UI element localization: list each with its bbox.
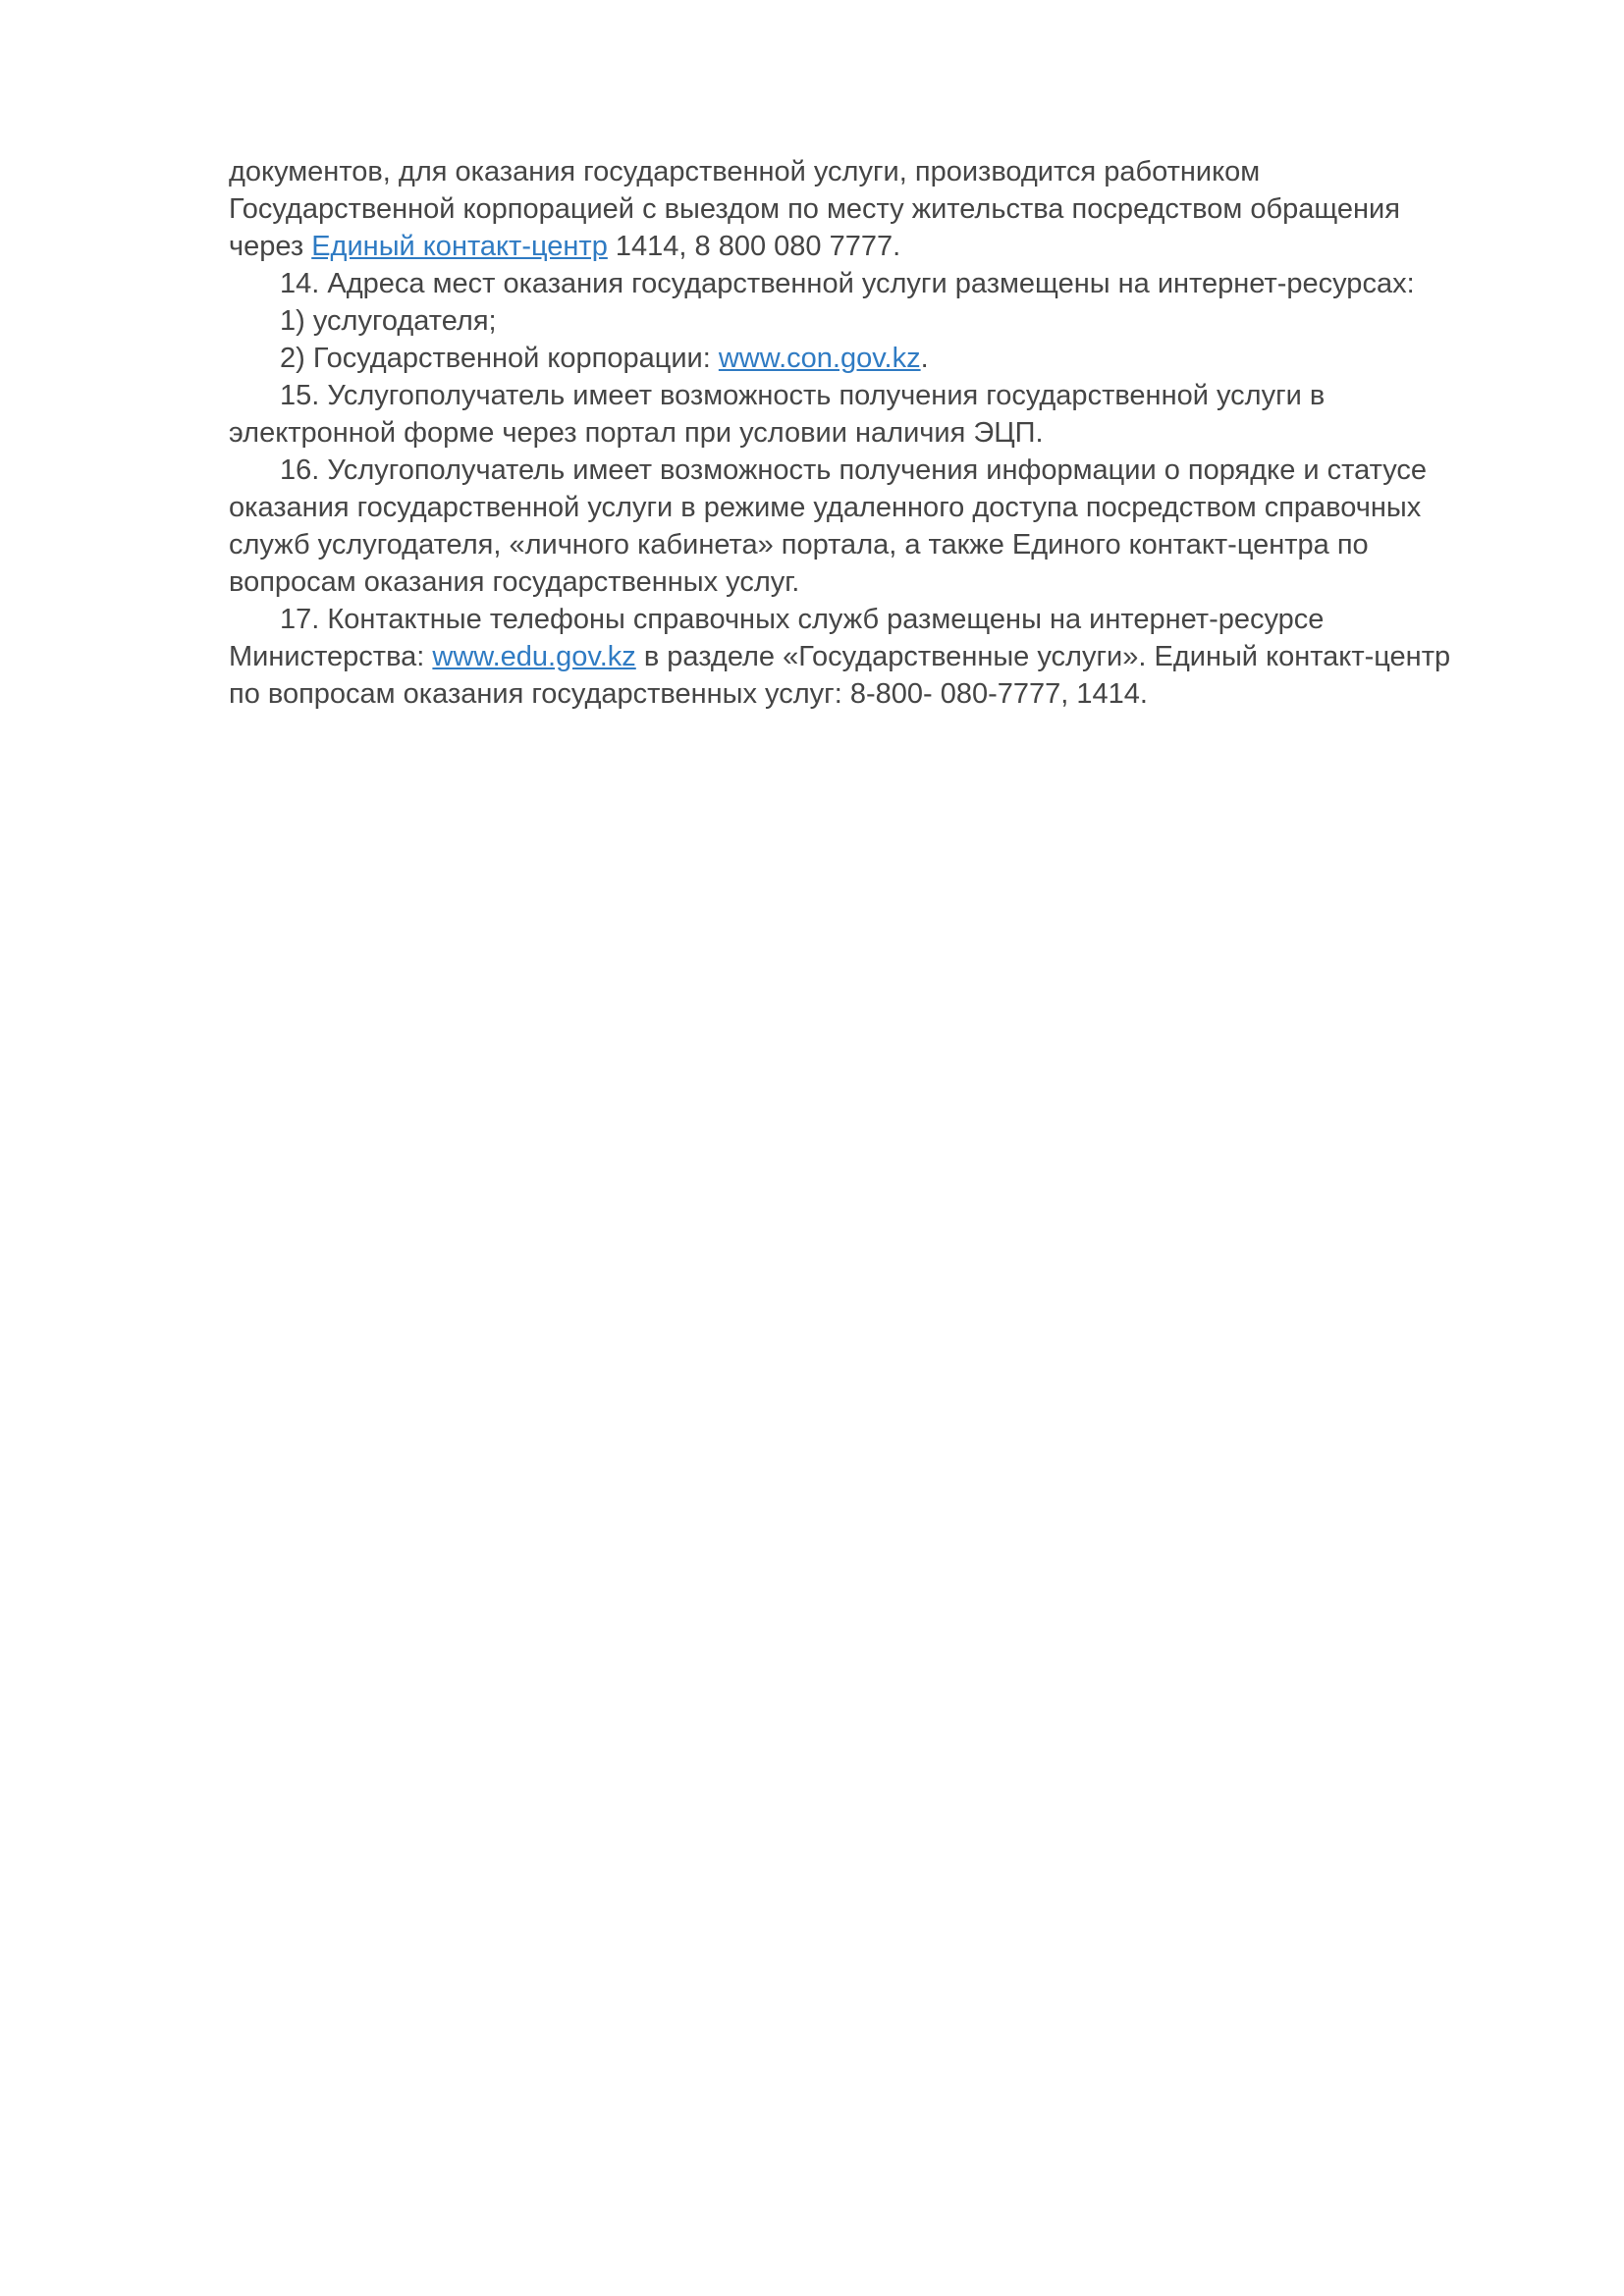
paragraph <box>229 377 1468 452</box>
hyperlink[interactable]: www.edu.gov.kz <box>432 641 636 672</box>
text-run: 16. Услугополучатель имеет возможность получения информации о порядке и статусе оказания государственной услуги в режиме удаленного доступа посредством справочных служб услугодателя, «личного кабинета» портала, а также Единого контакт-центра по вопросам оказания государственных услуг. <box>229 454 1428 598</box>
text-run: . <box>920 343 929 374</box>
paragraph <box>229 452 1468 601</box>
paragraph <box>229 340 1468 377</box>
text-run: в разделе «Государственные услуги». Единый контакт-центр по вопросам оказания государственных услуг: 8-800- 080-7777, 1414. <box>229 641 1451 710</box>
document-text-block <box>229 153 1468 713</box>
paragraph <box>229 601 1468 713</box>
paragraph <box>229 265 1468 302</box>
paragraph <box>229 153 1468 265</box>
text-run: 2) Государственной корпорации: <box>280 343 719 374</box>
text-run: документов, для оказания государственной услуги, производится работником Государственной корпорацией с выездом по месту жительства посредством обращения через <box>229 156 1400 262</box>
hyperlink[interactable]: www.con.gov.kz <box>718 343 921 374</box>
text-run: 15. Услугополучатель имеет возможность получения государственной услуги в электронной форме через портал при условии наличия ЭЦП. <box>229 380 1326 449</box>
text-run: 17. Контактные телефоны справочных служб размещены на интернет-ресурсе Министерства: <box>229 604 1325 672</box>
paragraph <box>229 302 1468 340</box>
text-run: 1) услугодателя; <box>280 305 497 337</box>
hyperlink[interactable]: Единый контакт-центр <box>311 231 608 262</box>
text-run: 1414, 8 800 080 7777. <box>607 231 901 262</box>
text-run: 14. Адреса мест оказания государственной услуги размещены на интернет-ресурсах: <box>280 268 1415 299</box>
